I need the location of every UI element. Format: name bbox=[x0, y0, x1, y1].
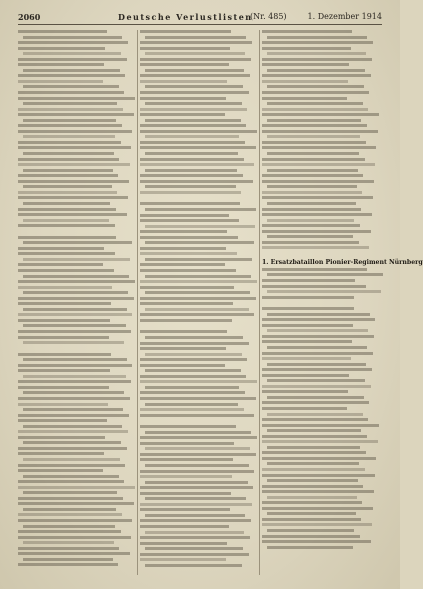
casualty-entry-line bbox=[262, 246, 369, 249]
casualty-entry-line bbox=[23, 102, 117, 105]
casualty-entry-line bbox=[140, 470, 254, 473]
casualty-entry-line bbox=[145, 85, 243, 88]
casualty-entry-line bbox=[23, 291, 128, 294]
casualty-entry-line bbox=[267, 462, 359, 465]
casualty-entry-line bbox=[262, 451, 366, 454]
casualty-entry-line bbox=[267, 169, 358, 172]
casualty-entry-line bbox=[18, 480, 124, 483]
casualty-entry-line bbox=[140, 108, 247, 111]
casualty-entry-line bbox=[140, 230, 227, 233]
text-column-1 bbox=[18, 30, 136, 575]
casualty-entry-line bbox=[18, 252, 115, 255]
publication-title: Deutsche Verlustlisten bbox=[118, 12, 253, 22]
casualty-entry-line bbox=[145, 36, 246, 39]
casualty-entry-line bbox=[267, 152, 359, 155]
casualty-entry-line bbox=[145, 258, 252, 261]
casualty-entry-line bbox=[140, 330, 227, 333]
casualty-entry-line bbox=[18, 141, 121, 144]
casualty-entry-line bbox=[262, 130, 378, 133]
casualty-entry-line bbox=[23, 258, 130, 261]
casualty-entry-line bbox=[145, 308, 249, 311]
casualty-entry-line bbox=[267, 429, 361, 432]
casualty-entry-line bbox=[262, 501, 362, 504]
casualty-entry-line bbox=[262, 485, 363, 488]
casualty-entry-line bbox=[140, 558, 226, 561]
casualty-entry-line bbox=[262, 296, 354, 299]
casualty-entry-line bbox=[267, 363, 366, 366]
casualty-entry-line bbox=[140, 146, 256, 149]
casualty-entry-line bbox=[18, 247, 104, 250]
page-header bbox=[18, 10, 382, 25]
page-number: 2060 bbox=[18, 12, 41, 22]
casualty-entry-line bbox=[145, 336, 243, 339]
casualty-entry-line bbox=[262, 58, 372, 61]
casualty-entry-line bbox=[262, 418, 368, 421]
casualty-entry-line bbox=[140, 536, 250, 539]
casualty-entry-line bbox=[23, 541, 114, 544]
casualty-entry-line bbox=[267, 102, 363, 105]
casualty-entry-line bbox=[140, 408, 244, 411]
casualty-entry-line bbox=[18, 208, 116, 211]
casualty-entry-line bbox=[18, 353, 111, 356]
casualty-entry-line bbox=[18, 502, 134, 505]
casualty-entry-line bbox=[262, 124, 367, 127]
casualty-entry-line bbox=[140, 313, 254, 316]
casualty-entry-line bbox=[140, 252, 237, 255]
casualty-entry-line bbox=[140, 91, 249, 94]
casualty-entry-line bbox=[18, 280, 135, 283]
casualty-entry-line bbox=[23, 491, 117, 494]
casualty-entry-line bbox=[23, 85, 119, 88]
casualty-entry-line bbox=[140, 297, 256, 300]
casualty-entry-line bbox=[18, 236, 116, 239]
casualty-entry-line bbox=[262, 490, 374, 493]
casualty-entry-line bbox=[140, 342, 249, 345]
casualty-entry-line bbox=[262, 424, 379, 427]
casualty-entry-line bbox=[140, 113, 225, 116]
casualty-entry-line bbox=[18, 464, 125, 467]
casualty-entry-line bbox=[145, 564, 242, 567]
casualty-entry-line bbox=[262, 335, 374, 338]
casualty-entry-line bbox=[262, 285, 366, 288]
casualty-entry-line bbox=[140, 174, 243, 177]
casualty-entry-line bbox=[140, 519, 251, 522]
casualty-entry-line bbox=[23, 185, 112, 188]
casualty-entry-line bbox=[140, 47, 230, 50]
casualty-entry-line bbox=[23, 408, 123, 411]
casualty-entry-line bbox=[145, 497, 246, 500]
casualty-entry-line bbox=[18, 146, 131, 149]
casualty-entry-line bbox=[18, 452, 104, 455]
casualty-entry-line bbox=[140, 319, 232, 322]
casualty-entry-line bbox=[267, 135, 360, 138]
casualty-entry-line bbox=[262, 440, 378, 443]
issue-number: (Nr. 485) bbox=[250, 12, 287, 21]
casualty-entry-line bbox=[18, 302, 111, 305]
casualty-entry-line bbox=[23, 275, 129, 278]
casualty-entry-line bbox=[262, 213, 372, 216]
text-column-3 bbox=[262, 30, 423, 575]
casualty-entry-line bbox=[18, 397, 130, 400]
casualty-entry-line bbox=[145, 353, 242, 356]
casualty-entry-line bbox=[267, 529, 354, 532]
casualty-entry-line bbox=[18, 58, 127, 61]
casualty-entry-line bbox=[140, 214, 229, 217]
casualty-entry-line bbox=[18, 536, 131, 539]
casualty-entry-line bbox=[262, 318, 375, 321]
casualty-entry-line bbox=[145, 531, 244, 534]
casualty-entry-line bbox=[145, 208, 256, 211]
casualty-entry-line bbox=[262, 307, 354, 310]
casualty-entry-line bbox=[262, 385, 371, 388]
casualty-entry-line bbox=[140, 74, 250, 77]
casualty-entry-line bbox=[140, 63, 229, 66]
casualty-entry-line bbox=[262, 113, 379, 116]
casualty-entry-line bbox=[18, 380, 131, 383]
casualty-entry-line bbox=[18, 80, 103, 83]
casualty-entry-line bbox=[262, 435, 367, 438]
casualty-entry-line bbox=[18, 158, 119, 161]
casualty-entry-line bbox=[140, 163, 254, 166]
casualty-entry-line bbox=[145, 464, 249, 467]
casualty-entry-line bbox=[267, 36, 367, 39]
casualty-entry-line bbox=[140, 180, 253, 183]
casualty-entry-line bbox=[23, 119, 116, 122]
casualty-entry-line bbox=[18, 330, 131, 333]
casualty-entry-line bbox=[140, 391, 245, 394]
casualty-entry-line bbox=[18, 336, 109, 339]
casualty-entry-line bbox=[262, 224, 360, 227]
casualty-entry-line bbox=[262, 279, 355, 282]
casualty-entry-line bbox=[140, 375, 246, 378]
casualty-entry-line bbox=[18, 414, 129, 417]
casualty-entry-line bbox=[262, 30, 352, 33]
casualty-entry-line bbox=[262, 47, 351, 50]
casualty-entry-line bbox=[23, 341, 124, 344]
casualty-entry-line bbox=[262, 196, 373, 199]
casualty-entry-line bbox=[23, 458, 120, 461]
casualty-entry-line bbox=[267, 273, 383, 276]
casualty-entry-line bbox=[145, 481, 248, 484]
regiment-heading: 1. Ersatzbataillon Pionier-Regiment Nürnberg bbox=[262, 258, 423, 266]
casualty-entry-line bbox=[23, 169, 113, 172]
casualty-entry-line bbox=[262, 468, 365, 471]
casualty-entry-line bbox=[23, 441, 121, 444]
casualty-entry-line bbox=[140, 458, 233, 461]
casualty-entry-line bbox=[267, 313, 370, 316]
casualty-entry-line bbox=[262, 91, 369, 94]
casualty-entry-line bbox=[262, 507, 373, 510]
casualty-entry-line bbox=[140, 124, 246, 127]
casualty-entry-line bbox=[262, 191, 362, 194]
casualty-entry-line bbox=[145, 119, 241, 122]
casualty-entry-line bbox=[23, 391, 124, 394]
casualty-entry-line bbox=[140, 269, 236, 272]
casualty-entry-line bbox=[140, 97, 226, 100]
casualty-entry-line bbox=[267, 512, 356, 515]
casualty-entry-line bbox=[18, 30, 107, 33]
casualty-entry-line bbox=[18, 191, 117, 194]
casualty-entry-line bbox=[18, 447, 127, 450]
casualty-entry-line bbox=[145, 291, 250, 294]
casualty-entry-line bbox=[267, 329, 368, 332]
casualty-entry-line bbox=[140, 364, 225, 367]
casualty-entry-line bbox=[267, 119, 361, 122]
casualty-entry-line bbox=[23, 135, 115, 138]
casualty-entry-line bbox=[18, 63, 104, 66]
casualty-entry-line bbox=[145, 225, 255, 228]
casualty-entry-line bbox=[145, 52, 245, 55]
casualty-entry-line bbox=[140, 380, 257, 383]
casualty-entry-line bbox=[18, 513, 122, 516]
casualty-entry-line bbox=[262, 535, 360, 538]
casualty-entry-line bbox=[267, 379, 365, 382]
casualty-entry-line bbox=[140, 280, 257, 283]
casualty-entry-line bbox=[18, 419, 107, 422]
casualty-entry-line bbox=[140, 158, 244, 161]
casualty-entry-line bbox=[23, 525, 115, 528]
casualty-entry-line bbox=[18, 74, 125, 77]
casualty-entry-line bbox=[140, 542, 227, 545]
casualty-entry-line bbox=[18, 163, 130, 166]
casualty-entry-line bbox=[140, 302, 233, 305]
casualty-entry-line bbox=[267, 396, 364, 399]
casualty-entry-line bbox=[18, 263, 103, 266]
text-column-2 bbox=[140, 30, 258, 575]
casualty-entry-line bbox=[262, 180, 374, 183]
casualty-entry-line bbox=[267, 235, 353, 238]
casualty-entry-line bbox=[140, 492, 231, 495]
casualty-entry-line bbox=[18, 563, 118, 566]
casualty-entry-line bbox=[262, 174, 363, 177]
casualty-entry-line bbox=[23, 69, 120, 72]
casualty-entry-line bbox=[262, 41, 373, 44]
column-divider bbox=[137, 30, 138, 575]
casualty-entry-line bbox=[267, 69, 365, 72]
casualty-entry-line bbox=[262, 540, 371, 543]
casualty-entry-line bbox=[140, 553, 249, 556]
casualty-entry-line bbox=[267, 52, 366, 55]
casualty-entry-line bbox=[18, 124, 122, 127]
casualty-entry-line bbox=[267, 185, 357, 188]
casualty-entry-line bbox=[18, 269, 114, 272]
casualty-entry-line bbox=[267, 219, 354, 222]
casualty-entry-line bbox=[18, 174, 118, 177]
casualty-entry-line bbox=[262, 457, 376, 460]
casualty-entry-line bbox=[267, 496, 357, 499]
casualty-entry-line bbox=[262, 518, 361, 521]
casualty-entry-line bbox=[262, 97, 347, 100]
casualty-entry-line bbox=[23, 202, 110, 205]
casualty-entry-line bbox=[140, 397, 256, 400]
issue-date: 1. Dezember 1914 bbox=[307, 12, 382, 21]
casualty-entry-line bbox=[140, 347, 226, 350]
casualty-entry-line bbox=[262, 374, 349, 377]
casualty-entry-line bbox=[145, 135, 239, 138]
casualty-entry-line bbox=[262, 74, 371, 77]
casualty-entry-line bbox=[23, 324, 126, 327]
casualty-entry-line bbox=[140, 475, 232, 478]
casualty-entry-line bbox=[262, 63, 349, 66]
casualty-entry-line bbox=[140, 247, 226, 250]
casualty-entry-line bbox=[18, 130, 132, 133]
casualty-entry-line bbox=[18, 97, 135, 100]
casualty-entry-line bbox=[262, 368, 372, 371]
casualty-entry-line bbox=[267, 346, 367, 349]
casualty-entry-line bbox=[140, 263, 225, 266]
casualty-entry-line bbox=[18, 113, 134, 116]
casualty-entry-line bbox=[267, 290, 381, 293]
casualty-entry-line bbox=[267, 446, 360, 449]
casualty-entry-line bbox=[267, 546, 353, 549]
casualty-entry-line bbox=[145, 102, 242, 105]
casualty-entry-line bbox=[262, 401, 369, 404]
casualty-entry-line bbox=[140, 436, 257, 439]
casualty-entry-line bbox=[145, 386, 239, 389]
casualty-entry-line bbox=[18, 430, 128, 433]
casualty-entry-line bbox=[140, 80, 227, 83]
casualty-entry-line bbox=[267, 479, 358, 482]
casualty-entry-line bbox=[18, 386, 109, 389]
casualty-entry-line bbox=[262, 158, 365, 161]
casualty-entry-line bbox=[267, 413, 363, 416]
casualty-entry-line bbox=[18, 319, 110, 322]
casualty-entry-line bbox=[18, 91, 124, 94]
casualty-entry-line bbox=[262, 474, 375, 477]
casualty-entry-line bbox=[262, 324, 353, 327]
casualty-entry-line bbox=[262, 357, 351, 360]
casualty-entry-line bbox=[140, 219, 239, 222]
casualty-entry-line bbox=[18, 552, 130, 555]
casualty-entry-line bbox=[23, 36, 122, 39]
casualty-entry-line bbox=[140, 486, 253, 489]
casualty-entry-line bbox=[18, 519, 132, 522]
casualty-entry-line bbox=[23, 52, 121, 55]
casualty-entry-line bbox=[140, 30, 231, 33]
casualty-entry-line bbox=[262, 141, 366, 144]
casualty-entry-line bbox=[23, 241, 132, 244]
casualty-entry-line bbox=[140, 425, 236, 428]
casualty-entry-line bbox=[18, 297, 134, 300]
casualty-entry-line bbox=[18, 403, 108, 406]
casualty-entry-line bbox=[23, 219, 109, 222]
casualty-entry-line bbox=[140, 130, 257, 133]
casualty-entry-line bbox=[18, 47, 105, 50]
casualty-entry-line bbox=[145, 275, 251, 278]
casualty-entry-line bbox=[140, 442, 234, 445]
casualty-entry-line bbox=[140, 414, 254, 417]
column-divider bbox=[259, 30, 260, 575]
casualty-entry-line bbox=[18, 497, 123, 500]
casualty-entry-line bbox=[140, 191, 241, 194]
casualty-entry-line bbox=[140, 525, 229, 528]
casualty-entry-line bbox=[18, 364, 132, 367]
casualty-entry-line bbox=[145, 369, 241, 372]
casualty-entry-line bbox=[140, 58, 251, 61]
casualty-entry-line bbox=[145, 69, 244, 72]
casualty-entry-line bbox=[23, 152, 114, 155]
casualty-entry-line bbox=[18, 286, 112, 289]
casualty-entry-line bbox=[262, 390, 348, 393]
casualty-entry-line bbox=[18, 436, 105, 439]
casualty-entry-line bbox=[145, 447, 250, 450]
casualty-entry-line bbox=[18, 108, 123, 111]
casualty-entry-line bbox=[145, 431, 251, 434]
casualty-entry-line bbox=[23, 425, 122, 428]
casualty-entry-line bbox=[140, 453, 256, 456]
casualty-entry-line bbox=[145, 169, 237, 172]
casualty-entry-line bbox=[18, 213, 127, 216]
casualty-entry-line bbox=[140, 508, 230, 511]
casualty-entry-line bbox=[18, 41, 128, 44]
casualty-entry-line bbox=[18, 196, 128, 199]
casualty-entry-line bbox=[262, 208, 361, 211]
casualty-entry-line bbox=[140, 236, 238, 239]
casualty-entry-line bbox=[145, 152, 238, 155]
casualty-entry-line bbox=[23, 308, 127, 311]
casualty-entry-line bbox=[262, 352, 373, 355]
casualty-entry-line bbox=[262, 241, 359, 244]
casualty-entry-line bbox=[140, 503, 252, 506]
casualty-entry-line bbox=[18, 180, 129, 183]
casualty-entry-line bbox=[267, 85, 364, 88]
casualty-entry-line bbox=[18, 486, 135, 489]
casualty-entry-line bbox=[267, 202, 356, 205]
casualty-entry-line bbox=[262, 523, 372, 526]
casualty-entry-line bbox=[262, 80, 348, 83]
casualty-entry-line bbox=[18, 313, 132, 316]
casualty-entry-line bbox=[145, 514, 245, 517]
casualty-entry-line bbox=[262, 407, 347, 410]
casualty-entry-line bbox=[23, 475, 119, 478]
casualty-entry-line bbox=[23, 375, 126, 378]
casualty-entry-line bbox=[18, 224, 115, 227]
casualty-entry-line bbox=[262, 230, 371, 233]
casualty-entry-line bbox=[145, 241, 254, 244]
casualty-entry-line bbox=[23, 358, 127, 361]
casualty-entry-line bbox=[18, 547, 119, 550]
casualty-entry-line bbox=[140, 141, 245, 144]
casualty-entry-line bbox=[262, 268, 367, 271]
casualty-entry-line bbox=[140, 358, 247, 361]
casualty-entry-line bbox=[145, 547, 243, 550]
casualty-entry-line bbox=[262, 340, 352, 343]
casualty-entry-line bbox=[23, 508, 116, 511]
casualty-entry-line bbox=[145, 185, 236, 188]
casualty-entry-line bbox=[18, 530, 121, 533]
casualty-entry-line bbox=[18, 469, 103, 472]
casualty-entry-line bbox=[140, 41, 252, 44]
casualty-entry-line bbox=[140, 202, 240, 205]
casualty-entry-line bbox=[262, 163, 375, 166]
casualty-entry-line bbox=[262, 108, 368, 111]
casualty-entry-line bbox=[23, 558, 113, 561]
casualty-entry-line bbox=[262, 146, 376, 149]
casualty-entry-line bbox=[140, 286, 234, 289]
casualty-entry-line bbox=[145, 403, 238, 406]
casualty-entry-line bbox=[18, 369, 110, 372]
